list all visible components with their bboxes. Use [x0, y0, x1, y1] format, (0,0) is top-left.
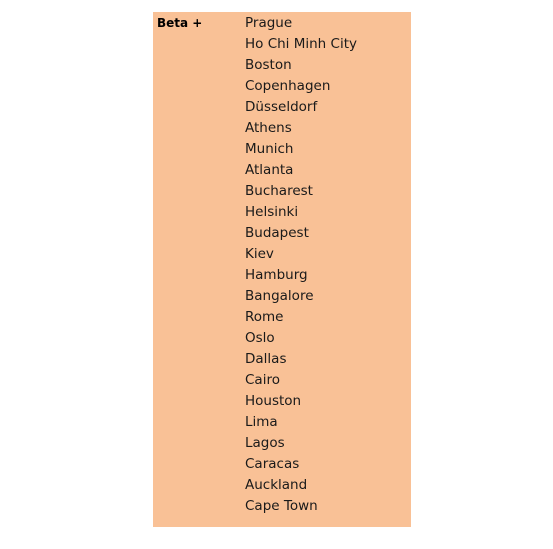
city-item: Bucharest — [245, 183, 313, 199]
city-list — [245, 14, 357, 518]
city-item: Prague — [245, 15, 293, 31]
city-item: Atlanta — [245, 162, 294, 178]
city-item: Cape Town — [245, 498, 318, 514]
city-item: Athens — [245, 120, 292, 136]
tier-table-panel — [153, 12, 411, 527]
city-item: Munich — [245, 141, 294, 157]
city-item: Boston — [245, 57, 292, 73]
city-item: Auckland — [245, 477, 308, 493]
city-item: Bangalore — [245, 288, 314, 304]
city-item: Hamburg — [245, 267, 308, 283]
city-item: Lagos — [245, 435, 285, 451]
city-item: Lima — [245, 414, 278, 430]
city-item: Kiev — [245, 246, 274, 262]
city-item: Copenhagen — [245, 78, 331, 94]
city-item: Dallas — [245, 351, 287, 367]
city-item: Helsinki — [245, 204, 299, 220]
city-item: Düsseldorf — [245, 99, 318, 115]
city-item: Oslo — [245, 330, 275, 346]
city-item: Cairo — [245, 372, 280, 388]
tier-label: Beta + — [157, 16, 203, 30]
city-item: Ho Chi Minh City — [245, 36, 357, 52]
city-item: Houston — [245, 393, 302, 409]
city-item: Budapest — [245, 225, 309, 241]
city-item: Rome — [245, 309, 284, 325]
city-item: Caracas — [245, 456, 300, 472]
